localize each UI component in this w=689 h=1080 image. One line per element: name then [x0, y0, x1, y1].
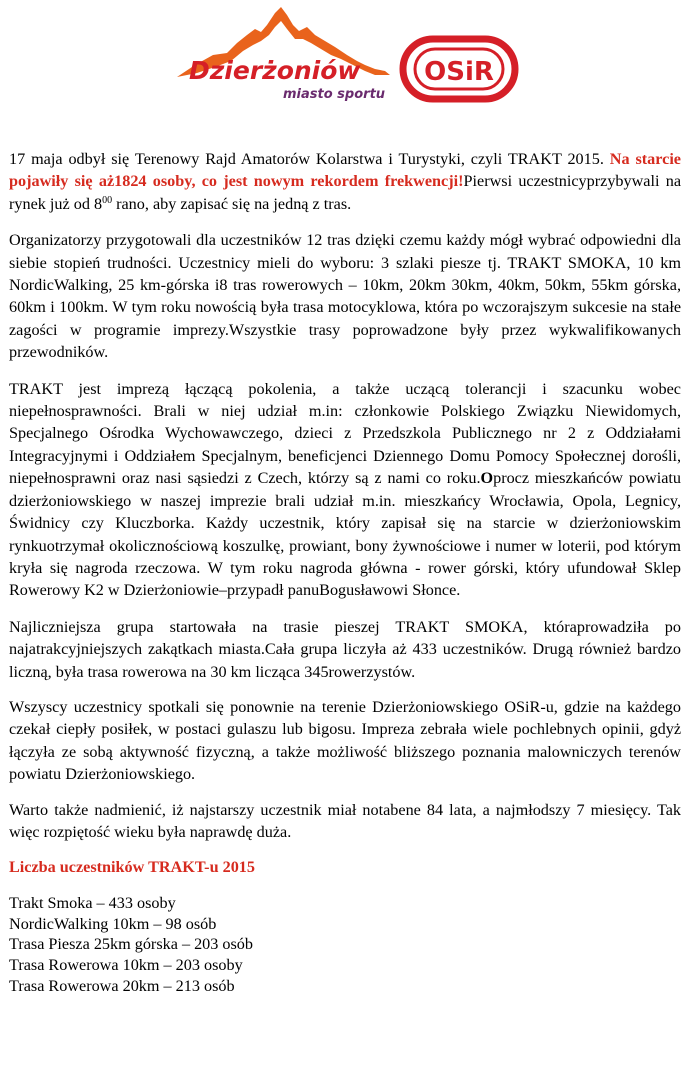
paragraph-2: Organizatorzy przygotowali dla uczestników 12 tras dzięki czemu każdy mógł wybrać odpowiedni dla siebie stopień trudności. Uczestnicy mieli do wyboru: 3 szlaki piesze tj. TRAKT SMOKA, 10 km NordicWalking, 25 km-górska i8 tras rowerowych – 10km, 20km 30km, 40km, 50km, 55km górska, 60km i 100km. W tym roku nowością była trasa motocyklowa, która po wczorajszym sukcesie na stałe zagości w programie imprezy.Wszystkie trasy poprowadzone były przez wykwalifikowanych przewodników.	[9, 231, 681, 362]
paragraph-4: Najliczniejsza grupa startowała na trasie pieszej TRAKT SMOKA, któraprowadziła po najatrakcyjniejszych zakątkach miasta.Cała grupa liczyła aż 433 uczestników. Drugą również bardzo liczną, była trasa rowerowa na 30 km licząca 345rowerzystów.	[9, 617, 681, 681]
paragraph-6: Warto także nadmienić, iż najstarszy uczestnik miał notabene 84 lata, a najmłodszy 7 miesięcy. Tak więc rozpiętość wieku była naprawdę duża.	[9, 800, 681, 841]
paragraph-1	[9, 148, 681, 215]
svg-text:OSiR: OSiR	[424, 57, 494, 87]
record-highlight: Na starcie pojawiły się aż1824 osoby, co jest nowym rekordem frekwencji!	[9, 150, 681, 191]
participants-heading: Liczba uczestników TRAKT-u 2015	[9, 858, 255, 877]
logo-city-text: Dzierżoniów	[189, 56, 361, 85]
list-item: Trakt Smoka – 433 osoby	[9, 893, 176, 912]
time-superscript: 00	[102, 194, 113, 206]
p1-text-b: Pierwsi uczestnicyprzybywali na rynek już od 8	[9, 172, 681, 213]
logo-graphic	[175, 5, 520, 110]
article	[9, 148, 681, 997]
list-item: Trasa Rowerowa 10km – 203 osoby	[9, 956, 243, 975]
osir-badge	[403, 39, 515, 99]
participants-list	[9, 893, 681, 997]
paragraph-5: Wszyscy uczestnicy spotkali się ponownie na terenie Dzierżoniowskiego OSiR-u, gdzie na każdego czekał ciepły posiłek, w postaci gulaszu lub bigosu. Impreza zebrała wiele pochlebnych opinii, gdyż łączyła ze sobą aktywność fizyczną, a także możliwość bliższego poznania malowniczych terenów powiatu Dzierżoniowskiego.	[9, 697, 681, 784]
paragraph-3	[9, 378, 681, 602]
list-item: NordicWalking 10km – 98 osób	[9, 914, 217, 933]
p1-text-c: rano, aby zapisać się na jedną z tras.	[112, 194, 352, 213]
p3-bold-letter: O	[480, 469, 494, 488]
logo-tagline-text: miasto sportu	[283, 87, 386, 102]
osir-logo	[175, 5, 520, 110]
p1-text-a: 17 maja odbył się Terenowy Rajd Amatorów Kolarstwa i Turystyki, czyli TRAKT 2015.	[9, 150, 610, 168]
list-item: Trasa Rowerowa 20km – 213 osób	[9, 976, 235, 995]
p3-text-a: TRAKT jest imprezą łączącą pokolenia, a także uczącą tolerancji i szacunku wobec niepełnosprawności. Brali w niej udział m.in: członkowie Polskiego Związku Niewidomych, Specjalnego Ośrodka Wychowawczego, dzieci z Przedszkola Publicznego nr 2 z Oddziałami Integracyjnymi i Oddziałem Specjalnym, beneficjenci Dziennego Domu Pomocy Społecznej dorośli, niepełnosprawni oraz nasi sąsiedzi z Czech, którzy są z nami co roku.	[9, 379, 681, 488]
list-item: Trasa Piesza 25km górska – 203 osób	[9, 935, 253, 954]
p3-text-b: procz mieszkańców powiatu dzierżoniowskiego w naszej imprezie brali udział m.in. mieszkańcy Wrocławia, Opola, Legnicy, Świdnicy czy Kluczborka. Każdy uczestnik, który zapisał się na starcie w dzierżoniowskim rynkuotrzymał okolicznościową koszulkę, prowiant, bony żywnościowe i numer w loterii, pod którym kryła się nagroda rzeczowa. W tym roku nagroda główna - rower górski, który ufundował Sklep Rowerowy K2 w Dzierżoniowie–przypadł panuBogusławowi Słonce.	[9, 469, 681, 600]
